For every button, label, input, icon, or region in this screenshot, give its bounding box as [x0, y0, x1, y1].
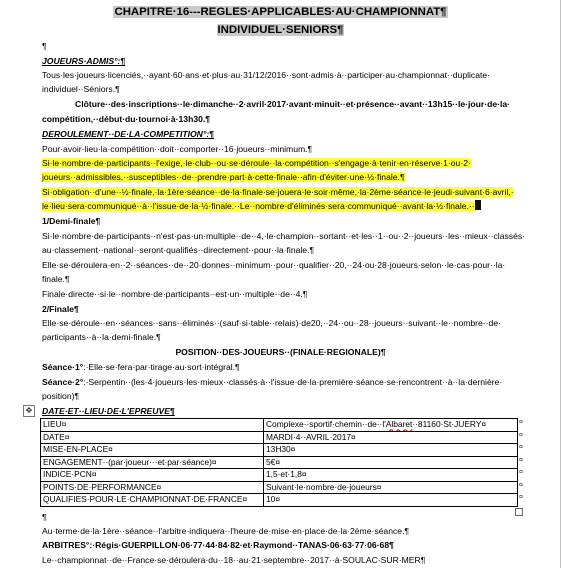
table-cell-label[interactable]: INDICE·PCN¤	[41, 469, 264, 482]
table-cell-label[interactable]: QUALIFIES·POUR·LE·CHAMPIONNAT·DE·FRANCE¤	[41, 494, 264, 507]
table-cell-value[interactable]: 10¤	[264, 494, 518, 507]
highlight-text-2b: le·lieu·sera·communiqué··à··l'issue·de·la·½·finale.··Le··nombre·d'éliminés·sera·communiqué··avant·la·½·finale.··	[42, 200, 525, 212]
chapter-title: CHAPITRE·16---REGLES·APPLICABLES·AU·CHAMPIONNAT¶	[114, 6, 447, 18]
text-cursor	[475, 200, 481, 210]
arbitres-line: ARBITRES°:·Régis·GUERPILLON·06·77·44·84·82·et·Raymond··TANAS·06·63·77·06·68¶	[42, 540, 394, 550]
table-move-handle-icon[interactable]: ✥	[23, 405, 35, 417]
table-cell-label[interactable]: MISE-EN-PLACE¤	[41, 444, 264, 457]
table-cell-label[interactable]: DATE¤	[41, 431, 264, 444]
date-lieu-heading: DATE·ET··LIEU·DE·L'EPREUVE¶	[42, 406, 175, 416]
au-terme-text: Au·terme·de·la·1ère··séance··l'arbitre·indiquera··l'heure·de·mise·en·place·de·la·2ème·séance.¶	[42, 526, 410, 536]
demi-finale-text-1: Si·le·nombre·de·participants··n'est·pas·un·multiple··de··4,·le·champion··sortant··et·les··1··ou··2··joueurs··les··mieux··classés·	[42, 231, 526, 241]
table-row	[41, 419, 518, 432]
highlight-text-1b: joueurs··admissibles,··susceptibles··de··prendre·part·à·cette·finale··afin·d'éviter·une·½·finale.¶	[42, 172, 405, 182]
finale-text-2: participants··à··la·demi-finale.¶	[42, 332, 161, 342]
table-cell-label[interactable]: ENGAGEMENT··(par·joueur···et·par·séance)¤	[41, 456, 264, 469]
row-end-marker: ¤	[519, 494, 523, 501]
seance-1: Séance·1°:·Elle·se·fera·par·tirage·au·sort·intégral.¶	[42, 362, 240, 372]
demi-finale-text-2: au·classement··national··seront·qualifiés··directement··pour··la·finale.¶	[42, 245, 315, 255]
demi-finale-heading: 1/Demi-finale¶	[42, 216, 101, 226]
championnat-france-text: Le··championnat··de··France·se·déroulera·du··18··au·21·septembre··2017··à·SOULAC·SUR·MER¶	[42, 555, 426, 565]
row-end-marker: ¤	[519, 457, 523, 464]
seance-2: Séance·2°:·Serpentin··(les·4·joueurs·les·mieux··classés·à··l'issue·de·la·première·séance·se·rencontrent··à··la·dernière·	[42, 377, 503, 387]
empty-paragraph: ¶	[42, 41, 47, 51]
empty-paragraph-after-table: ¶	[42, 512, 47, 522]
highlight-text-2a: Si·obligation··d'une··½·finale,·la·1ère·séance··de·la·finale·se·jouera·le·soir·même,·la·2ème·séance·le·jeudi·suivant·6·avril,·	[42, 187, 514, 197]
spelling-flag: Albaret	[385, 419, 413, 430]
seance-2-continued: position)¶	[42, 391, 80, 401]
finale-text-1: Elle·se·déroule··en··séances··sans··éliminés··(sauf·si·table··relais)·de20,··24··ou··28··joueurs··suivant··le··nombre··de·	[42, 318, 501, 328]
table-cell-value[interactable]: 5€¤	[264, 456, 518, 469]
table-cell-value[interactable]: Suivant·le·nombre·de·joueurs¤	[264, 481, 518, 494]
chapter-subtitle: INDIVIDUEL·SENIORS¶	[217, 24, 344, 36]
demi-finale-text-4: finale.¶	[42, 274, 70, 284]
table-cell-value[interactable]: 13H30¤	[264, 444, 518, 457]
highlight-text-1a: Si·le·nombre·de·participants··l'exige,·le·club··ou·se·déroule··la·compétition··s'engage·à·tenir·en·réserve·1·ou·2·	[42, 158, 471, 168]
table-cell-label[interactable]: LIEU¤	[41, 419, 264, 432]
row-end-marker: ¤	[519, 432, 523, 439]
joueurs-heading: JOUEURS·ADMIS°:¶	[42, 56, 126, 66]
table-row	[41, 456, 518, 469]
row-end-marker: ¤	[519, 469, 523, 476]
position-heading: POSITION··DES·JOUEURS··(FINALE·REGIONALE)¶	[175, 347, 386, 357]
table-row	[41, 469, 518, 482]
demi-finale-text-3: Elle·se·déroulera·en··2··séances··de··20·donnes··minimum··pour··qualifier··20,··24·ou·28·joueurs·selon··le·cas·pour··la·	[42, 260, 506, 270]
table-cell-label[interactable]: POINTS·DE·PERFORMANCE¤	[41, 481, 264, 494]
cloture-text-2: compétition,··début·du·tournoi·à·13h30.¶	[42, 114, 211, 124]
row-end-marker: ¤	[519, 482, 523, 489]
joueurs-text-1: Tous·les·joueurs·licenciés,··ayant·60·ans·et·plus·au·31/12/2016··sont·admis·à··participer·au·championnat··duplicate·	[42, 70, 491, 80]
table-row	[41, 444, 518, 457]
demi-finale-text-5: Finale·directe··si·le··nombre·de·participants··est·un··multiple··de··4.¶	[42, 289, 308, 299]
table-row	[41, 431, 518, 444]
table-cell-value[interactable]: Complexe··sportif·chemin··de··l'Albaret··81160·St·JUERY¤	[264, 419, 518, 432]
table-row	[41, 494, 518, 507]
deroulement-heading: DEROULEMENT··DE·LA·COMPETITION°:¶	[42, 129, 214, 139]
cloture-text-1: Clôture··des·inscriptions··le·dimanche··2·avril·2017·avant·minuit··et·présence··avant··13h15··le·jour·de·la·	[75, 99, 511, 109]
row-end-marker: ¤	[519, 444, 523, 451]
joueurs-text-2: individuel··Séniors.¶	[42, 84, 120, 94]
table-row	[41, 481, 518, 494]
row-end-marker: ¤	[519, 419, 523, 426]
event-details-table	[40, 418, 518, 507]
deroulement-text: Pour·avoir·lieu·la·compétition··doit··comporter··16·joueurs··minimum.¶	[42, 144, 313, 154]
finale-heading: 2/Finale¶	[42, 304, 79, 314]
table-cell-value[interactable]: 1,5·et·1,8¤	[264, 469, 518, 482]
table-cell-value[interactable]: MARDI·4··AVRIL·2017¤	[264, 431, 518, 444]
